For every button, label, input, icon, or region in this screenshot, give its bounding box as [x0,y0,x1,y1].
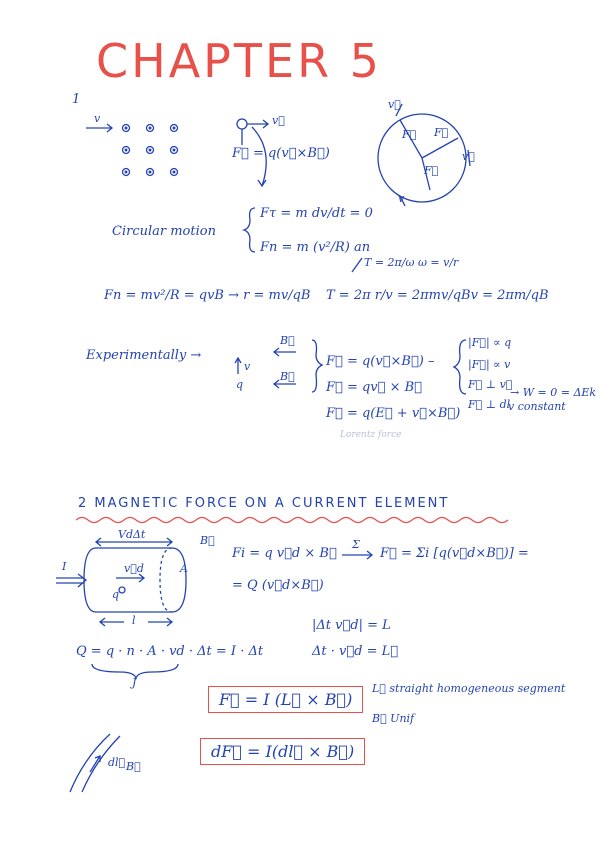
length-l-label: l [132,614,136,627]
omega-eq: T = 2π/ω ω = v/r [364,256,459,269]
circular-motion-label: Circular motion [112,224,216,239]
orbit-label-f1: F⃗ [402,128,417,141]
sum-equation: F⃗ = Σi [q(v⃗d×B⃗)] = [380,546,529,561]
exp-q-label: q [236,378,244,391]
exp-b-label-bottom: B⃗ [280,370,295,383]
normal-force-eq: Fn = m (v²/R) an [260,240,371,255]
tangential-force-eq: Fτ = m dv/dt = 0 [260,206,373,221]
dl-label: dl⃗ [108,756,126,769]
section-number: 1 [72,92,81,107]
chapter-title: CHAPTER 5 [96,34,382,88]
field-dots-grid [123,125,178,176]
charge-equation: Q = q · n · A · vd · Δt = I · Δt [76,644,264,659]
drift-velocity-label: v⃗d [124,562,144,575]
straight-segment-note: L⃗ straight homogeneous segment [372,682,566,695]
property-q: |F⃗| ∝ q [468,336,512,349]
boxed-force-equation: F⃗ = I (L⃗ × B⃗) [208,686,363,713]
experimental-eq-1: F⃗ = q(v⃗×B⃗) – [326,354,435,369]
current-density-label: J [132,676,137,689]
velocity-vector-label: v⃗ [272,114,285,127]
work-note: → W = 0 = ΔEk [510,386,597,399]
orbit-label-v1: v⃗ [388,98,401,111]
orbit-label-f-center: F⃗ [434,126,449,139]
area-a-label: A [180,562,188,575]
sum-arrow-label: Σ [352,538,360,551]
orbit-label-v3: v [398,192,405,205]
bottom-b-label: B⃗ [126,760,141,773]
v-constant-note: v constant [508,400,566,413]
properties-brace [454,340,466,394]
radius-equation: Fn = mv²/R = qvB → r = mv/qB [104,288,311,303]
exp-b-label-top: B⃗ [280,334,295,347]
section-underline [76,518,508,523]
vector-equation: Δt · v⃗d = L⃗ [312,644,399,659]
experimental-eq-2: F⃗ = qv⃗ × B⃗ [326,380,422,395]
exp-v-label: v [244,360,251,373]
property-v: |F⃗| ∝ v [468,358,511,371]
magnitude-equation: |Δt v⃗d| = L [312,618,391,633]
period-equation: T = 2π r/v = 2πmv/qBv = 2πm/qB [326,288,549,303]
experimentally-label: Experimentally → [86,348,202,363]
velocity-label: v [94,112,101,125]
experimental-brace [312,340,322,392]
property-perp-v: F⃗ ⊥ v⃗ [468,378,513,391]
q-vd-b-equation: = Q (v⃗d×B⃗) [232,578,324,593]
wire-charge-label: q [112,588,120,601]
fi-equation: Fi = q v⃗d × B⃗ [232,546,337,561]
circular-motion-brace [244,208,255,252]
field-b-label: B⃗ [200,534,215,547]
orbit-label-v2: v⃗ [462,150,475,163]
uniform-field-note: B⃗ Unif [372,712,415,725]
orbit-label-f2: F⃗ [424,164,439,177]
property-perp-dl: F⃗ ⊥ dl [468,398,511,411]
charge-circle [237,119,247,129]
lorentz-note: Lorentz force [340,430,402,440]
boxed-differential-equation: dF⃗ = I(dl⃗ × B⃗) [200,738,365,765]
wire-cylinder [84,548,186,612]
force-equation: F⃗ = q(v⃗×B⃗) [232,146,330,161]
current-i-label: I [62,560,67,573]
vdt-label: VdΔt [118,528,146,541]
section-2-heading: 2 MAGNETIC FORCE ON A CURRENT ELEMENT [78,496,450,511]
experimental-eq-3: F⃗ = q(E⃗ + v⃗×B⃗) [326,406,461,421]
